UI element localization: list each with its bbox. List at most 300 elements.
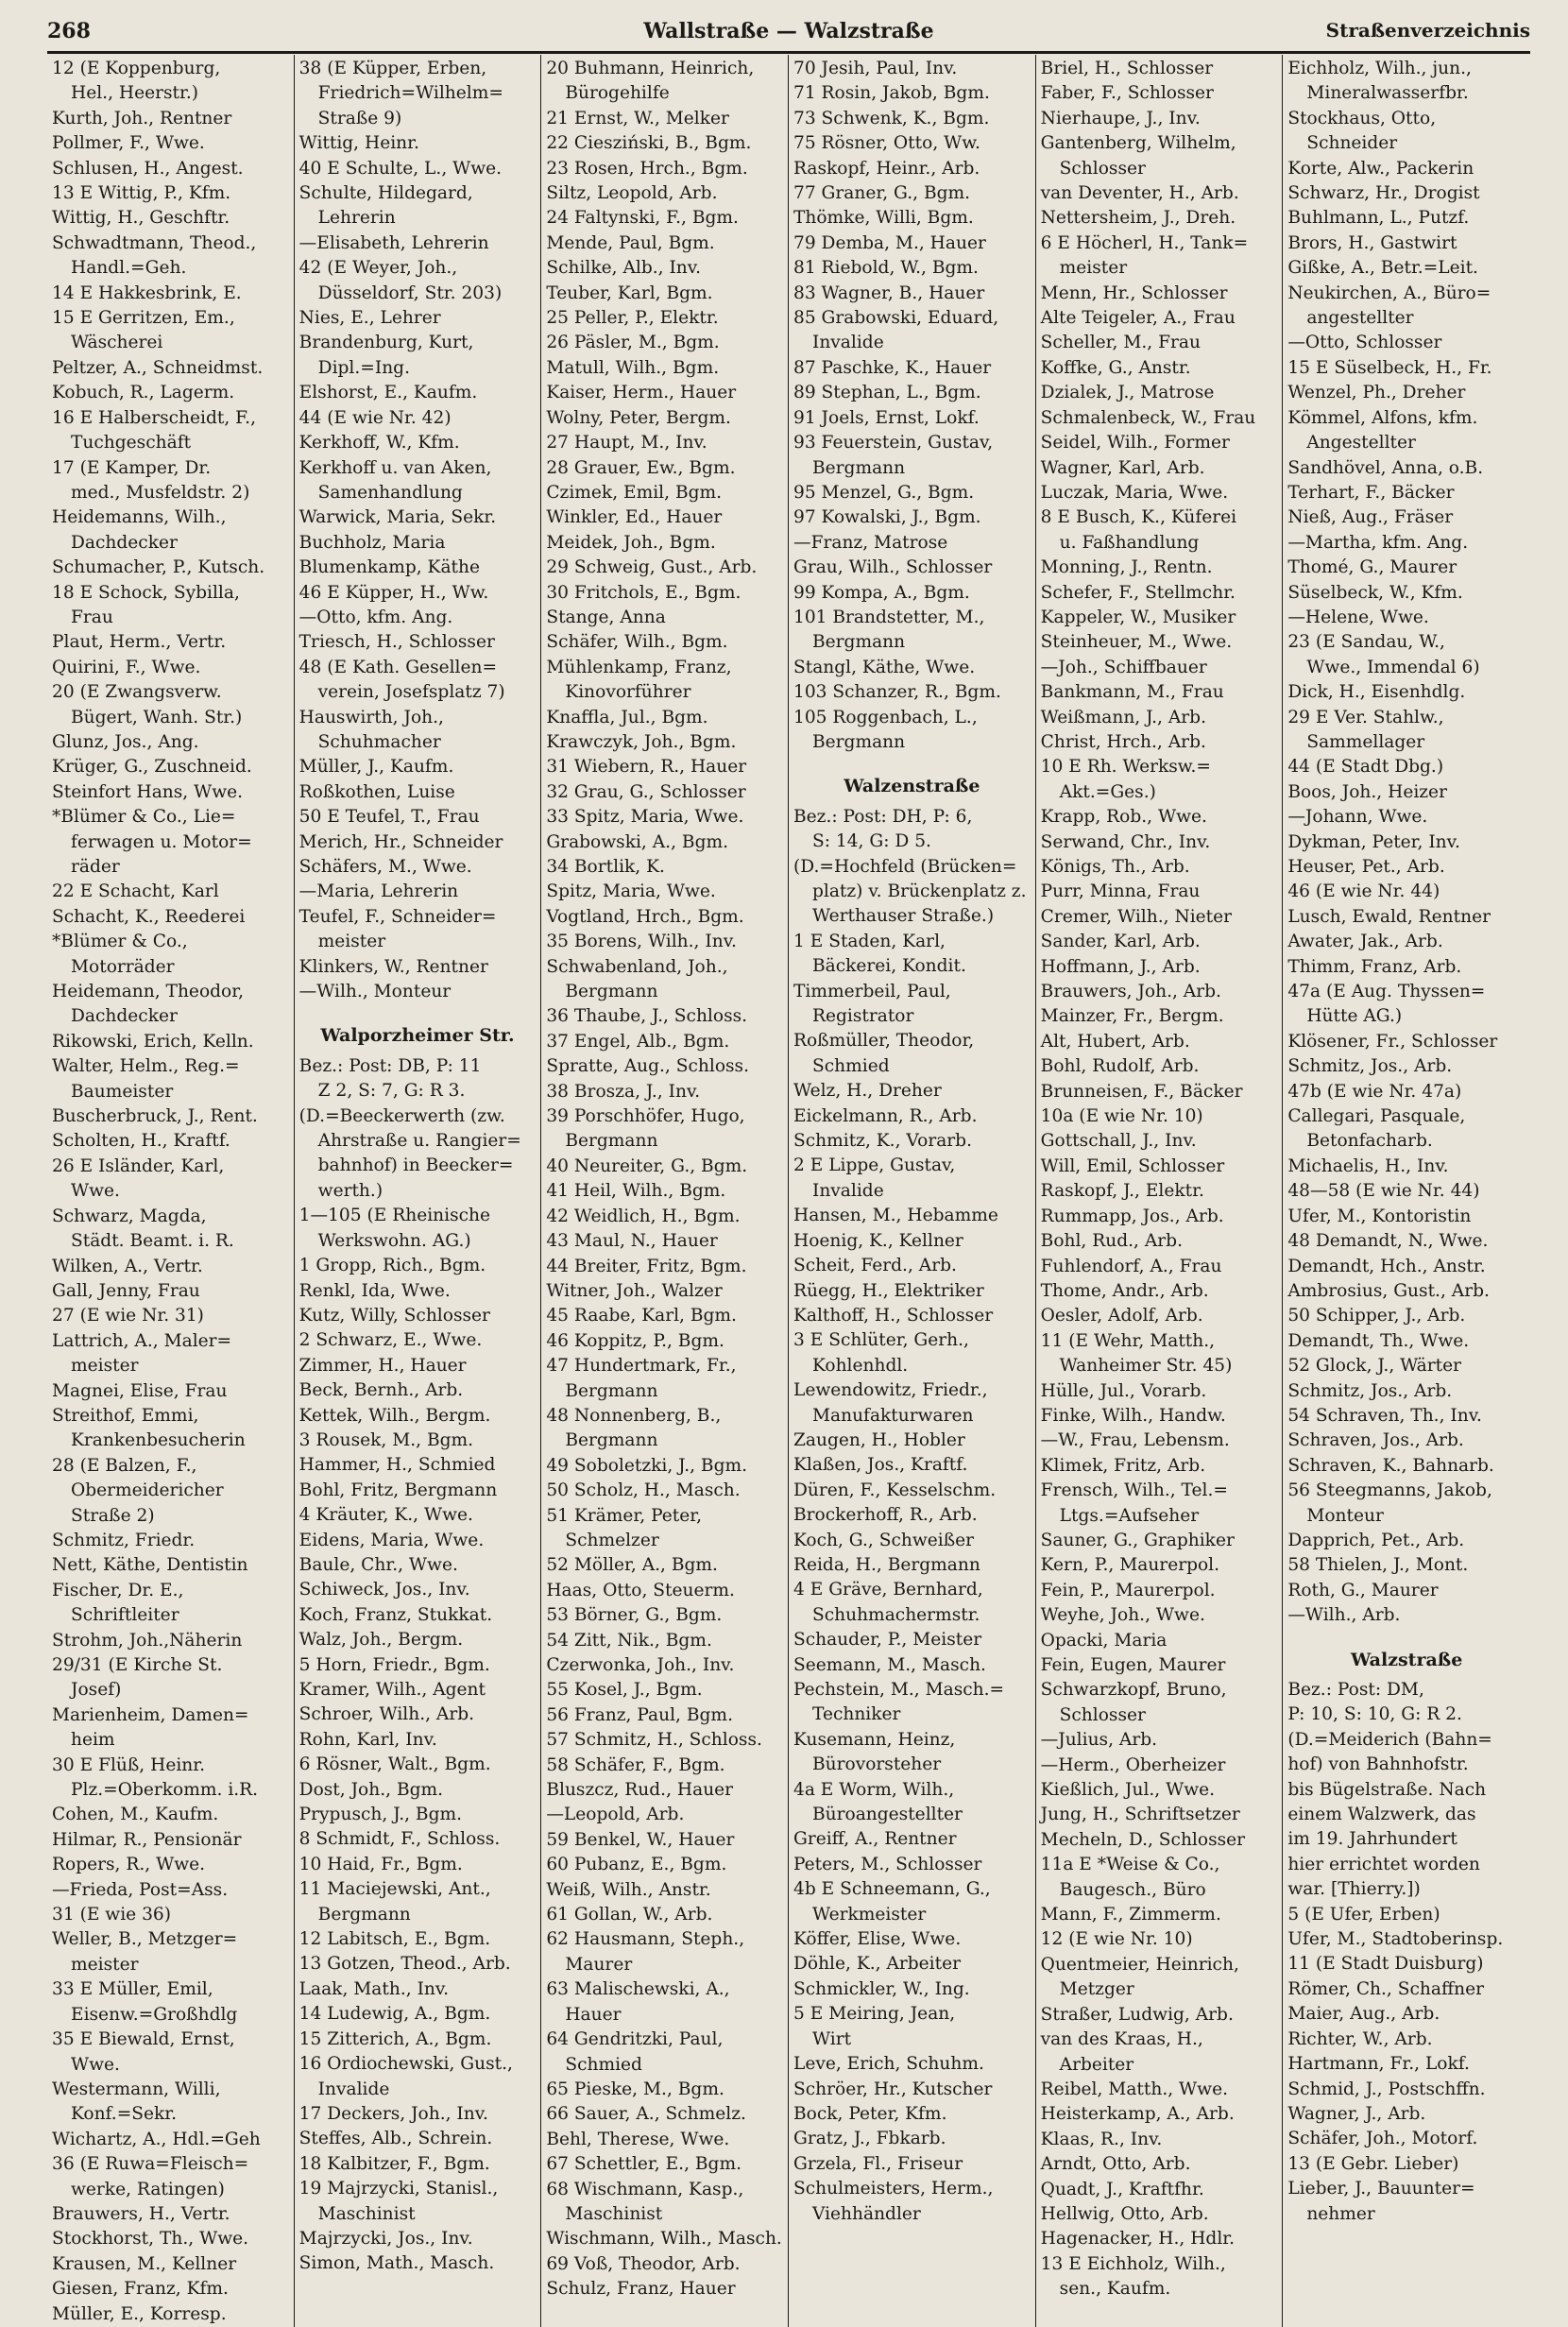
- resident-entry: Eickelmann, R., Arb.: [793, 1105, 978, 1126]
- resident-entry: 51 Krämer, Peter,: [546, 1505, 702, 1526]
- resident-entry: Purr, Minna, Frau: [1040, 881, 1201, 902]
- resident-entry: Schmid, J., Postschffn.: [1287, 2079, 1486, 2099]
- resident-entry: Krüger, G., Zuschneid.: [52, 757, 252, 778]
- resident-entry: Quirini, F., Wwe.: [52, 657, 201, 677]
- resident-entry: —Otto, kfm. Ang.: [298, 607, 453, 627]
- resident-entry: 79 Demba, M., Hauer: [793, 232, 986, 253]
- resident-entry: 55 Kosel, J., Bgm.: [546, 1680, 703, 1701]
- resident-entry: Krapp, Rob., Wwe.: [1040, 807, 1207, 828]
- resident-entry: Krawczyk, Joh., Bgm.: [546, 731, 737, 752]
- resident-entry: Magnei, Elise, Frau: [52, 1380, 228, 1401]
- resident-entry: Quentmeier, Heinrich,: [1040, 1954, 1239, 1975]
- resident-entry: 69 Voß, Theodor, Arb.: [546, 2253, 741, 2274]
- resident-entry: Vogtland, Hrch., Bgm.: [546, 906, 744, 927]
- resident-entry: Schraven, Jos., Arb.: [1287, 1430, 1464, 1451]
- resident-entry: 11 (E Wehr, Matth.,: [1040, 1330, 1216, 1351]
- resident-entry: 21 Ernst, W., Melker: [546, 108, 729, 128]
- resident-entry: Koch, Franz, Stukkat.: [298, 1604, 493, 1625]
- resident-entry: 62 Hausmann, Steph.,: [546, 1929, 745, 1950]
- resident-entry: Manufakturwaren: [811, 1405, 974, 1426]
- resident-entry: 27 (E wie Nr. 31): [52, 1306, 204, 1326]
- resident-entry: Wilken, A., Vertr.: [52, 1256, 203, 1276]
- resident-entry: Koch, G., Schweißer: [793, 1530, 975, 1550]
- resident-entry: 11 (E Stadt Duisburg): [1287, 1954, 1484, 1975]
- resident-entry: Ltgs.=Aufseher: [1059, 1505, 1200, 1526]
- resident-entry: Cohen, M., Kaufm.: [52, 1805, 219, 1825]
- street-district-info: (D.=Hochfeld (Brücken=: [793, 856, 1017, 877]
- resident-entry: Invalide: [317, 2079, 390, 2099]
- resident-entry: Schulz, Franz, Hauer: [546, 2279, 736, 2300]
- resident-entry: 22 Ciesziński, B., Bgm.: [546, 133, 752, 154]
- resident-entry: 68 Wischmann, Kasp.,: [546, 2179, 744, 2199]
- resident-entry: Briel, H., Schlosser: [1040, 59, 1214, 78]
- resident-entry: Nett, Käthe, Dentistin: [52, 1555, 248, 1576]
- resident-entry: 31 (E wie 36): [52, 1905, 171, 1925]
- resident-entry: Schäfers, M., Wwe.: [298, 857, 472, 877]
- resident-entry: Arbeiter: [1059, 2054, 1134, 2075]
- resident-entry: Süselbeck, W., Kfm.: [1287, 582, 1463, 603]
- resident-entry: Bergmann: [811, 632, 906, 653]
- resident-entry: 50 Schipper, J., Arb.: [1287, 1306, 1466, 1326]
- resident-entry: Kießlich, Jul., Wwe.: [1040, 1780, 1216, 1801]
- resident-entry: 5 (E Ufer, Erben): [1287, 1904, 1440, 1925]
- resident-entry: Bohl, Rud., Arb.: [1040, 1231, 1183, 1252]
- directory-column: [1036, 55, 1284, 2327]
- resident-entry: Brandenburg, Kurt,: [298, 333, 474, 353]
- resident-entry: Alt, Hubert, Arb.: [1040, 1031, 1190, 1052]
- resident-entry: heim: [71, 1730, 115, 1751]
- resident-entry: Rüegg, H., Elektriker: [793, 1280, 984, 1301]
- resident-entry: Giesen, Franz, Kfm.: [52, 2279, 229, 2300]
- resident-entry: 63 Malischewski, A.,: [546, 1979, 730, 2000]
- resident-entry: Werkswohn. AG.): [317, 1230, 471, 1251]
- resident-entry: Schmickler, W., Ing.: [793, 1978, 970, 1999]
- resident-entry: Schefer, F., Stellmchr.: [1040, 582, 1236, 603]
- resident-entry: Arndt, Otto, Arb.: [1040, 2154, 1191, 2175]
- street-district-info: Z 2, S: 7, G: R 3.: [317, 1081, 466, 1102]
- resident-entry: Buchholz, Maria: [298, 532, 446, 553]
- resident-entry: *Blümer & Co., Lie=: [52, 807, 236, 828]
- resident-entry: Oesler, Adolf, Arb.: [1040, 1306, 1203, 1326]
- resident-entry: Witner, Joh., Walzer: [546, 1280, 723, 1301]
- resident-entry: 13 Gotzen, Theod., Arb.: [298, 1954, 511, 1975]
- resident-entry: 14 E Hakkesbrink, E.: [52, 282, 242, 303]
- resident-entry: Eichholz, Wilh., jun.,: [1287, 59, 1472, 78]
- resident-entry: Kappeler, W., Musiker: [1040, 607, 1236, 627]
- resident-entry: Eisenw.=Großhdlg: [71, 2004, 238, 2025]
- resident-entry: Wenzel, Ph., Dreher: [1287, 383, 1466, 403]
- resident-entry: 57 Schmitz, H., Schloss.: [546, 1730, 762, 1751]
- resident-entry: 52 Möller, A., Bgm.: [546, 1555, 718, 1576]
- resident-entry: Müller, E., Korresp.: [52, 2303, 227, 2324]
- resident-entry: Demandt, Hch., Anstr.: [1287, 1256, 1486, 1276]
- resident-entry: Wichartz, A., Hdl.=Geh: [52, 2129, 261, 2149]
- resident-entry: Czimek, Emil, Bgm.: [546, 482, 723, 503]
- resident-entry: 75 Rösner, Otto, Ww.: [793, 133, 980, 154]
- resident-entry: 11a E *Weise & Co.,: [1040, 1855, 1220, 1875]
- resident-entry: u. Faßhandlung: [1059, 532, 1200, 553]
- resident-entry: Schauder, P., Meister: [793, 1630, 982, 1651]
- resident-entry: Gottschall, J., Inv.: [1040, 1131, 1197, 1152]
- resident-entry: Michaelis, H., Inv.: [1287, 1155, 1449, 1176]
- resident-entry: Rikowski, Erich, Kelln.: [52, 1031, 254, 1052]
- resident-entry: Haas, Otto, Steuerm.: [546, 1580, 735, 1600]
- resident-entry: Wittig, H., Geschftr.: [52, 208, 230, 229]
- street-district-info: Ahrstraße u. Rangier=: [317, 1131, 521, 1152]
- resident-entry: Warwick, Maria, Sekr.: [298, 507, 497, 528]
- resident-entry: Kern, P., Maurerpol.: [1040, 1555, 1220, 1576]
- resident-entry: Plaut, Herm., Vertr.: [52, 632, 227, 653]
- resident-entry: Lusch, Ewald, Rentner: [1287, 906, 1491, 927]
- resident-entry: 46 E Küpper, H., Ww.: [298, 582, 489, 603]
- resident-entry: 71 Rosin, Jakob, Bgm.: [793, 83, 990, 104]
- resident-entry: —Johann, Wwe.: [1287, 807, 1428, 828]
- resident-entry: Demandt, Th., Wwe.: [1287, 1330, 1470, 1351]
- resident-entry: Kaiser, Herm., Hauer: [546, 383, 737, 403]
- resident-entry: Bäckerei, Kondit.: [811, 956, 966, 977]
- resident-entry: 17 Deckers, Joh., Inv.: [298, 2103, 488, 2124]
- resident-entry: Hansen, M., Hebamme: [793, 1206, 998, 1226]
- street-heading: Walzstraße: [1350, 1649, 1463, 1670]
- resident-entry: Bergmann: [811, 457, 906, 478]
- resident-entry: Angestellter: [1306, 433, 1416, 453]
- resident-entry: Bergmann: [317, 1904, 411, 1925]
- resident-entry: Kohlenhdl.: [811, 1355, 909, 1376]
- resident-entry: 89 Stephan, L., Bgm.: [793, 383, 981, 403]
- resident-entry: 36 Thaube, J., Schloss.: [546, 1006, 748, 1027]
- resident-entry: 65 Pieske, M., Bgm.: [546, 2079, 724, 2099]
- resident-entry: Kettek, Wilh., Bergm.: [298, 1405, 491, 1426]
- resident-entry: Mainzer, Fr., Bergm.: [1040, 1006, 1224, 1027]
- resident-entry: Dykman, Peter, Inv.: [1287, 831, 1460, 852]
- resident-entry: 97 Kowalski, J., Bgm.: [793, 507, 981, 528]
- resident-entry: Lewendowitz, Friedr.,: [793, 1380, 988, 1401]
- resident-entry: Kerkhoff u. van Aken,: [298, 457, 492, 478]
- resident-entry: 59 Benkel, W., Hauer: [546, 1829, 735, 1850]
- resident-entry: —Elisabeth, Lehrerin: [298, 232, 489, 253]
- resident-entry: Koffke, G., Anstr.: [1040, 357, 1191, 378]
- resident-entry: 42 Weidlich, H., Bgm.: [546, 1206, 741, 1226]
- resident-entry: Blumenkamp, Käthe: [298, 557, 480, 578]
- resident-entry: 42 (E Weyer, Joh.,: [298, 258, 458, 279]
- section-name: Straßenverzeichnis: [1325, 19, 1530, 42]
- resident-entry: Buscherbruck, J., Rent.: [52, 1106, 258, 1127]
- resident-entry: Maschinist: [317, 2203, 416, 2224]
- resident-entry: Hauswirth, Joh.,: [298, 707, 444, 727]
- resident-entry: Nettersheim, J., Dreh.: [1040, 208, 1236, 229]
- resident-entry: Invalide: [811, 333, 884, 353]
- resident-entry: Nierhaupe, J., Inv.: [1040, 108, 1201, 128]
- resident-entry: Spitz, Maria, Wwe.: [546, 881, 716, 902]
- resident-entry: meister: [317, 932, 386, 952]
- street-district-info: Bez.: Post: DM,: [1287, 1680, 1424, 1700]
- resident-entry: 10 E Rh. Werksw.=: [1040, 757, 1211, 778]
- resident-entry: 20 Buhmann, Heinrich,: [546, 59, 755, 78]
- resident-entry: Mecheln, D., Schlosser: [1040, 1829, 1246, 1850]
- resident-entry: Raskopf, Heinr., Arb.: [793, 158, 980, 179]
- resident-entry: räder: [71, 857, 120, 877]
- resident-entry: Schmitz, K., Vorarb.: [793, 1131, 972, 1152]
- resident-entry: Simon, Math., Masch.: [298, 2253, 495, 2274]
- resident-entry: Weller, B., Metzger=: [52, 1929, 238, 1950]
- resident-entry: Dipl.=Ing.: [317, 357, 410, 378]
- resident-entry: Reida, H., Bergmann: [793, 1554, 980, 1575]
- resident-entry: 58 Schäfer, F., Bgm.: [546, 1754, 725, 1775]
- resident-entry: Döhle, K., Arbeiter: [793, 1954, 961, 1975]
- resident-entry: 46 (E wie Nr. 44): [1287, 881, 1440, 902]
- resident-entry: 29 Schweig, Gust., Arb.: [546, 557, 758, 578]
- resident-entry: Roth, G., Maurer: [1287, 1580, 1439, 1600]
- resident-entry: Schriftleiter: [71, 1605, 179, 1626]
- resident-entry: 54 Schraven, Th., Inv.: [1287, 1405, 1482, 1426]
- resident-entry: 29 E Ver. Stahlw.,: [1287, 707, 1444, 727]
- resident-entry: Laak, Math., Inv.: [298, 1978, 450, 1999]
- resident-entry: 33 Spitz, Maria, Wwe.: [546, 807, 744, 828]
- resident-entry: Stangl, Käthe, Wwe.: [793, 657, 976, 677]
- resident-entry: —Frieda, Post=Ass.: [52, 1879, 229, 1900]
- resident-entry: Streithof, Emmi,: [52, 1405, 199, 1426]
- resident-entry: Gall, Jenny, Frau: [52, 1280, 200, 1301]
- resident-entry: 26 E Isländer, Karl,: [52, 1155, 225, 1176]
- resident-entry: 85 Grabowski, Eduard,: [793, 308, 999, 329]
- resident-entry: Hel., Heerstr.): [71, 83, 199, 104]
- resident-entry: Meidek, Joh., Bgm.: [546, 532, 716, 553]
- resident-entry: 47 Hundertmark, Fr.,: [546, 1356, 737, 1377]
- resident-entry: Motorräder: [71, 956, 175, 977]
- resident-entry: Bergmann: [565, 1430, 658, 1451]
- resident-entry: Hoffmann, J., Arb.: [1040, 956, 1201, 977]
- resident-entry: Ufer, M., Kontoristin: [1287, 1206, 1472, 1226]
- resident-entry: Schuhmachermstr.: [811, 1604, 980, 1625]
- resident-entry: Bergmann: [565, 1380, 658, 1401]
- resident-entry: Schlusen, H., Angest.: [52, 158, 244, 179]
- resident-entry: Lieber, J., Bauunter=: [1287, 2179, 1475, 2199]
- resident-entry: Brunneisen, F., Bäcker: [1040, 1081, 1243, 1102]
- resident-entry: Fischer, Dr. E.,: [52, 1580, 184, 1600]
- resident-entry: 40 E Schulte, L., Wwe.: [298, 158, 503, 179]
- resident-entry: 8 Schmidt, F., Schloss.: [298, 1829, 501, 1850]
- directory-columns: [47, 55, 1530, 2324]
- resident-entry: Kurth, Joh., Rentner: [52, 108, 232, 128]
- resident-entry: Buhlmann, L., Putzf.: [1287, 208, 1470, 229]
- resident-entry: 27 Haupt, M., Inv.: [546, 433, 707, 453]
- resident-entry: Eidens, Maria, Wwe.: [298, 1530, 485, 1550]
- resident-entry: Kramer, Wilh., Agent: [298, 1680, 486, 1700]
- resident-entry: Frensch, Wilh., Tel.=: [1040, 1480, 1228, 1501]
- directory-column: [295, 55, 542, 2327]
- resident-entry: Peltzer, A., Schneidmst.: [52, 357, 264, 378]
- resident-entry: 66 Sauer, A., Schmelz.: [546, 2104, 746, 2125]
- resident-entry: Triesch, H., Schlosser: [298, 632, 495, 653]
- resident-entry: Sammellager: [1306, 731, 1425, 752]
- resident-entry: 33 E Müller, Emil,: [52, 1979, 213, 2000]
- resident-entry: Leve, Erich, Schuhm.: [793, 2054, 984, 2075]
- resident-entry: 77 Graner, G., Bgm.: [793, 183, 971, 204]
- resident-entry: Klinkers, W., Rentner: [298, 956, 488, 977]
- resident-entry: 16 E Halberscheidt, F.,: [52, 407, 256, 428]
- resident-entry: Thömke, Willi, Bgm.: [793, 208, 974, 229]
- resident-entry: Gißke, A., Betr.=Leit.: [1287, 258, 1478, 279]
- resident-entry: Büroangestellter: [811, 1805, 963, 1825]
- resident-entry: Tuchgeschäft: [71, 433, 192, 453]
- resident-entry: 19 Majrzycki, Stanisl.,: [298, 2179, 499, 2199]
- resident-entry: 54 Zitt, Nik., Bgm.: [546, 1630, 712, 1651]
- resident-entry: 24 Faltynski, F., Bgm.: [546, 208, 739, 229]
- resident-entry: Metzger: [1059, 1979, 1134, 2000]
- resident-entry: 10 Haid, Fr., Bgm.: [298, 1854, 463, 1874]
- resident-entry: 28 Grauer, Ew., Bgm.: [546, 457, 736, 478]
- resident-entry: 61 Gollan, W., Arb.: [546, 1905, 713, 1925]
- resident-entry: 18 E Schock, Sybilla,: [52, 582, 240, 603]
- resident-entry: 2 E Lippe, Gustav,: [793, 1155, 956, 1176]
- resident-entry: Luczak, Maria, Wwe.: [1040, 482, 1229, 503]
- resident-entry: Schulte, Hildegard,: [298, 183, 473, 204]
- resident-entry: Kinovorführer: [565, 682, 691, 703]
- resident-entry: Krankenbesucherin: [71, 1430, 246, 1451]
- resident-entry: meister: [71, 1954, 139, 1975]
- resident-entry: Wäscherei: [71, 333, 163, 353]
- resident-entry: Krausen, M., Kellner: [52, 2253, 237, 2274]
- resident-entry: Bergmann: [565, 982, 658, 1002]
- resident-entry: 44 (E Stadt Dbg.): [1287, 757, 1444, 778]
- resident-entry: Straßer, Ludwig, Arb.: [1040, 2004, 1234, 2025]
- resident-entry: Grzela, Fl., Friseur: [793, 2153, 963, 2174]
- resident-entry: Thimm, Franz, Arb.: [1287, 956, 1462, 977]
- resident-entry: 99 Kompa, A., Bgm.: [793, 582, 970, 603]
- resident-entry: 14 Ludewig, A., Bgm.: [298, 2004, 491, 2025]
- street-district-info: einem Walzwerk, das: [1287, 1805, 1476, 1825]
- resident-entry: Stockhorst, Th., Wwe.: [52, 2229, 249, 2250]
- resident-entry: Brauwers, H., Vertr.: [52, 2203, 230, 2224]
- resident-entry: Welz, H., Dreher: [793, 1081, 942, 1102]
- resident-entry: 2 Schwarz, E., Wwe.: [298, 1330, 483, 1351]
- resident-entry: Richter, W., Arb.: [1287, 2028, 1433, 2049]
- resident-entry: —Joh., Schiffbauer: [1040, 657, 1207, 677]
- resident-entry: Sauner, G., Graphiker: [1040, 1530, 1235, 1550]
- street-district-info: bis Bügelstraße. Nach: [1287, 1779, 1487, 1800]
- resident-entry: Schlosser: [1059, 1704, 1146, 1725]
- resident-entry: Hagenacker, H., Hdlr.: [1040, 2229, 1236, 2250]
- directory-column: [789, 55, 1036, 2327]
- resident-entry: Bügert, Wanh. Str.): [71, 707, 243, 727]
- resident-entry: Serwand, Chr., Inv.: [1040, 831, 1211, 852]
- resident-entry: 28 (E Balzen, F.,: [52, 1455, 197, 1476]
- resident-entry: Glunz, Jos., Ang.: [52, 731, 199, 752]
- resident-entry: 15 E Süselbeck, H., Fr.: [1287, 357, 1492, 378]
- resident-entry: Maier, Aug., Arb.: [1287, 2004, 1440, 2025]
- street-heading: Walzenstraße: [844, 776, 980, 797]
- resident-entry: Pollmer, F., Wwe.: [52, 133, 205, 154]
- resident-entry: 48—58 (E wie Nr. 44): [1287, 1181, 1480, 1202]
- resident-entry: 3 E Schlüter, Gerh.,: [793, 1330, 969, 1351]
- resident-entry: Monning, J., Rentn.: [1040, 557, 1213, 578]
- resident-entry: Bergmann: [565, 1131, 658, 1152]
- resident-entry: 37 Engel, Alb., Bgm.: [546, 1031, 730, 1052]
- resident-entry: Czerwonka, Joh., Inv.: [546, 1655, 735, 1675]
- resident-entry: Bürogehilfe: [565, 83, 670, 104]
- resident-entry: 13 E Eichholz, Wilh.,: [1040, 2253, 1226, 2274]
- resident-entry: Techniker: [811, 1704, 901, 1725]
- resident-entry: Klaas, R., Inv.: [1040, 2129, 1163, 2149]
- resident-entry: 67 Schettler, E., Bgm.: [546, 2154, 742, 2175]
- resident-entry: Werkmeister: [811, 1904, 927, 1925]
- resident-entry: Korte, Alw., Packerin: [1287, 158, 1474, 179]
- directory-column: [47, 55, 295, 2327]
- resident-entry: Schilke, Alb., Inv.: [546, 258, 701, 279]
- resident-entry: 93 Feuerstein, Gustav,: [793, 433, 994, 453]
- resident-entry: 34 Bortlik, K.: [546, 857, 665, 877]
- resident-entry: Marienheim, Damen=: [52, 1704, 249, 1725]
- resident-entry: Renkl, Ida, Wwe.: [298, 1280, 451, 1301]
- resident-entry: Reibel, Matth., Wwe.: [1040, 2079, 1228, 2099]
- resident-entry: Plz.=Oberkomm. i.R.: [71, 1780, 259, 1801]
- street-district-info: bahnhof) in Beecker=: [317, 1155, 514, 1176]
- resident-entry: 26 Päsler, M., Bgm.: [546, 333, 720, 353]
- resident-entry: Straße 2): [71, 1505, 155, 1526]
- resident-entry: Städt. Beamt. i. R.: [71, 1231, 234, 1252]
- resident-entry: Opacki, Maria: [1040, 1630, 1167, 1651]
- resident-entry: 60 Pubanz, E., Bgm.: [546, 1855, 727, 1875]
- street-district-info: Werthauser Straße.): [811, 906, 995, 927]
- resident-entry: Schiweck, Jos., Inv.: [298, 1580, 470, 1600]
- resident-entry: Nies, E., Lehrer: [298, 308, 441, 329]
- resident-entry: Winkler, Ed., Hauer: [546, 507, 723, 528]
- resident-entry: Römer, Ch., Schaffner: [1287, 1978, 1485, 1999]
- resident-entry: 38 (E Küpper, Erben,: [298, 59, 487, 78]
- resident-entry: Faber, F., Schlosser: [1040, 83, 1214, 104]
- resident-entry: Heidemann, Theodor,: [52, 982, 244, 1002]
- resident-entry: 36 (E Ruwa=Fleisch=: [52, 2154, 249, 2175]
- resident-entry: Mühlenkamp, Franz,: [546, 657, 732, 677]
- resident-entry: Schuhmacher: [317, 731, 441, 752]
- resident-entry: Schwarz, Magda,: [52, 1206, 207, 1226]
- resident-entry: 1 E Staden, Karl,: [793, 931, 946, 951]
- resident-entry: 30 Fritchols, E., Bgm.: [546, 582, 741, 603]
- resident-entry: 12 (E wie Nr. 10): [1040, 1929, 1193, 1950]
- resident-entry: 12 Labitsch, E., Bgm.: [298, 1929, 491, 1950]
- resident-entry: Pechstein, M., Masch.=: [793, 1680, 1005, 1700]
- resident-entry: Nieß, Aug., Fräser: [1287, 507, 1454, 528]
- resident-entry: 49 Soboletzki, J., Bgm.: [546, 1455, 748, 1476]
- resident-entry: 6 E Höcherl, H., Tank=: [1040, 232, 1249, 253]
- resident-entry: Schwarzkopf, Bruno,: [1040, 1680, 1227, 1701]
- resident-entry: Fuhlendorf, A., Frau: [1040, 1256, 1222, 1276]
- resident-entry: Bergmann: [811, 731, 906, 752]
- resident-entry: Stange, Anna: [546, 607, 666, 627]
- resident-entry: Menn, Hr., Schlosser: [1040, 282, 1228, 303]
- resident-entry: 12 (E Koppenburg,: [52, 59, 221, 78]
- resident-entry: Seidel, Wilh., Former: [1040, 433, 1230, 453]
- resident-entry: Köffer, Elise, Wwe.: [793, 1929, 962, 1950]
- resident-entry: Weiß, Wilh., Anstr.: [546, 1879, 711, 1900]
- resident-entry: Monteur: [1306, 1505, 1384, 1526]
- resident-entry: 22 E Schacht, Karl: [52, 881, 219, 902]
- resident-entry: Klimek, Fritz, Arb.: [1040, 1455, 1206, 1476]
- resident-entry: Schäfer, Joh., Motorf.: [1287, 2129, 1478, 2149]
- resident-entry: Bürovorsteher: [811, 1754, 942, 1775]
- street-district-info: platz) v. Brückenplatz z.: [811, 881, 1027, 901]
- resident-entry: Brockerhoff, R., Arb.: [793, 1505, 978, 1526]
- street-district-info: war. [Thierry.]): [1287, 1879, 1421, 1900]
- resident-entry: Wolny, Peter, Bergm.: [546, 407, 731, 428]
- resident-entry: Schmitz, Jos., Arb.: [1287, 1380, 1453, 1401]
- resident-entry: —Julius, Arb.: [1040, 1730, 1158, 1751]
- resident-entry: Alte Teigeler, A., Frau: [1040, 308, 1236, 329]
- resident-entry: Lehrerin: [317, 208, 396, 229]
- resident-entry: Schwarz, Hr., Drogist: [1287, 183, 1480, 204]
- directory-column: [541, 55, 789, 2327]
- resident-entry: 17 (E Kamper, Dr.: [52, 457, 212, 478]
